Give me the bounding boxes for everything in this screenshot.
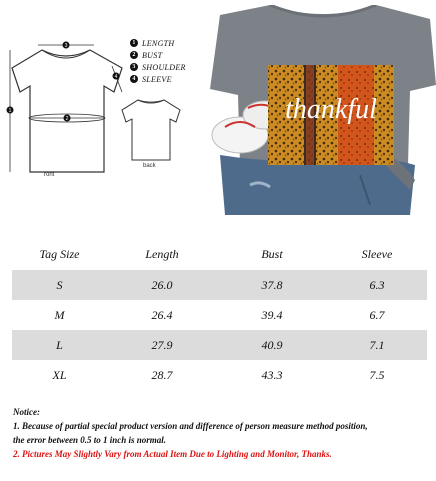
legend-item xyxy=(130,49,186,61)
table-cell: 39.4 xyxy=(261,307,283,322)
table-cell: 7.5 xyxy=(369,367,385,382)
legend-number: 3 xyxy=(130,63,138,71)
size-table xyxy=(12,238,427,390)
table-cell: M xyxy=(54,307,65,322)
notice-line: 1. Because of partial special product version and difference of person measure method position, xyxy=(13,421,368,431)
svg-text:2: 2 xyxy=(65,116,69,122)
table-cell: L xyxy=(12,330,107,360)
legend-item xyxy=(130,61,186,73)
table-cell: 6.3 xyxy=(327,270,427,300)
legend-number: 4 xyxy=(130,75,138,83)
table-cell: 6.7 xyxy=(369,307,385,322)
back-label: back xyxy=(143,163,156,169)
table-cell: 40.9 xyxy=(217,330,327,360)
notice-line: the error between 0.5 to 1 inch is normal. xyxy=(13,435,167,445)
table-row xyxy=(12,270,427,300)
measurement-legend xyxy=(130,37,186,85)
table-cell: 43.3 xyxy=(261,367,283,382)
table-cell: 28.7 xyxy=(151,367,173,382)
front-label: ront xyxy=(44,172,55,178)
table-cell: 27.9 xyxy=(107,330,217,360)
back-shirt-outline xyxy=(122,100,180,160)
column-header: Sleeve xyxy=(361,246,393,261)
svg-text:4: 4 xyxy=(114,74,118,80)
table-cell: 37.8 xyxy=(217,270,327,300)
legend-label: SLEEVE xyxy=(142,74,172,84)
column-header: Length xyxy=(145,246,179,261)
table-cell: S xyxy=(12,270,107,300)
svg-text:3: 3 xyxy=(64,43,68,49)
table-row xyxy=(12,300,427,330)
table-cell: 7.1 xyxy=(327,330,427,360)
tshirt-photo-illustration xyxy=(210,5,436,215)
legend-label: BUST xyxy=(142,50,163,60)
product-photo xyxy=(210,5,436,215)
table-cell: 26.4 xyxy=(151,307,173,322)
table-cell: 26.0 xyxy=(107,270,217,300)
notice-title: Notice: xyxy=(13,407,40,417)
print-text: thankful xyxy=(285,94,377,125)
table-row xyxy=(12,330,427,360)
product-images xyxy=(0,0,436,215)
legend-item xyxy=(130,37,186,49)
legend-label: SHOULDER xyxy=(142,62,186,72)
svg-text:1: 1 xyxy=(8,108,12,114)
legend-label: LENGTH xyxy=(142,38,175,48)
notice-warning: 2. Pictures May Slightly Vary from Actual Item Due to Lighting and Monitor, Thanks. xyxy=(13,449,332,459)
notice-block xyxy=(13,405,433,461)
legend-number: 1 xyxy=(130,39,138,47)
size-diagram xyxy=(0,0,210,215)
table-row xyxy=(12,360,427,390)
front-shirt-outline xyxy=(12,50,122,172)
legend-number: 2 xyxy=(130,51,138,59)
table-header-row xyxy=(12,238,427,270)
tshirt-outline-diagram xyxy=(0,0,210,215)
legend-item xyxy=(130,73,186,85)
column-header: Tag Size xyxy=(39,246,80,261)
column-header: Bust xyxy=(261,246,283,261)
table-cell: XL xyxy=(52,367,67,382)
